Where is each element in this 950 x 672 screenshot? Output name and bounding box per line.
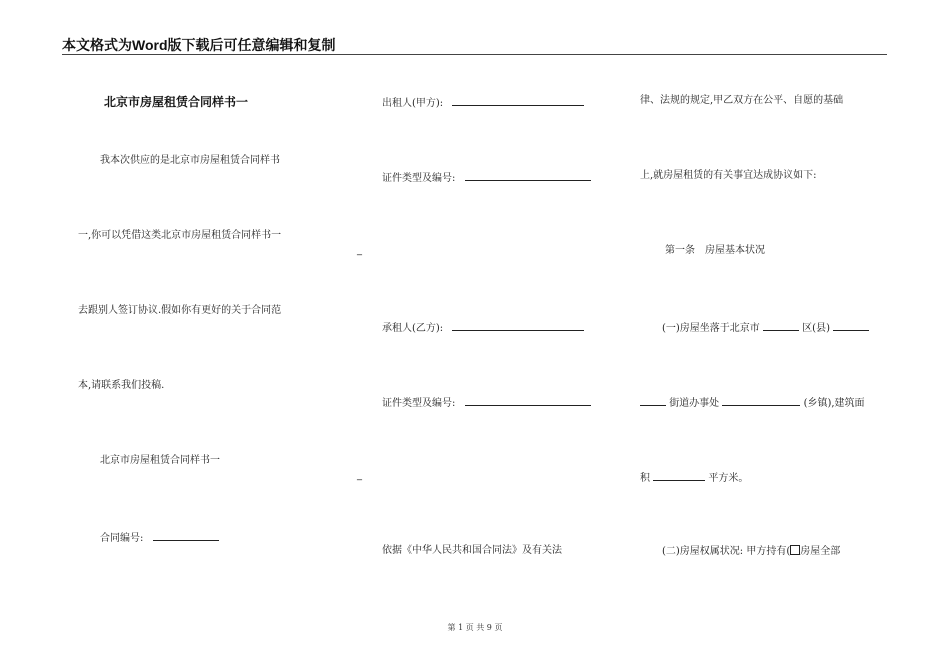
item-1-text-f: 平方米。 xyxy=(708,473,749,484)
item-1-text-a: (一)房屋坐落于北京市 xyxy=(662,323,760,334)
intro-line-2: 一,你可以凭借这类北京市房屋租赁合同样书一 xyxy=(78,230,282,241)
item-1-text-d: (乡镇),建筑面 xyxy=(803,398,865,409)
page-footer: 第 1 页 共 9 页 xyxy=(447,623,503,632)
item-1-blank-b xyxy=(833,320,869,331)
col3-line-1: 律、法规的规定,甲乙双方在公平、自愿的基础 xyxy=(640,95,844,106)
lessee-label: 承租人(乙方): xyxy=(382,323,444,334)
intro-line-4: 本,请联系我们投稿. xyxy=(78,380,165,391)
header-text: 本文格式为Word版下载后可任意编辑和复制 xyxy=(62,37,336,53)
lessee-id-label: 证件类型及编号: xyxy=(382,398,456,409)
lessor-id-label: 证件类型及编号: xyxy=(382,173,456,184)
item-1-blank-e xyxy=(653,470,705,481)
item-1-blank-d xyxy=(722,395,800,406)
contract-number-blank xyxy=(153,530,219,541)
separator-dash-2: _ xyxy=(357,470,362,481)
item-1-text-b: 区(县) xyxy=(802,323,830,334)
lessor-id-row xyxy=(382,170,591,185)
item-1-row-1 xyxy=(662,320,869,335)
subtitle: 北京市房屋租赁合同样书一 xyxy=(100,455,220,466)
item-1-text-e: 积 xyxy=(640,473,650,484)
separator-dash-1: _ xyxy=(357,245,362,256)
lessee-id-blank xyxy=(465,395,591,406)
lessee-id-row xyxy=(382,395,591,410)
lessor-label: 出租人(甲方): xyxy=(382,98,444,109)
item-1-blank-c xyxy=(640,395,666,406)
item-1-text-c: 街道办事处 xyxy=(669,398,720,409)
contract-number-label: 合同编号: xyxy=(100,533,144,544)
intro-line-3: 去跟别人签订协议.假如你有更好的关于合同范 xyxy=(78,305,282,316)
basis-line: 依据《中华人民共和国合同法》及有关法 xyxy=(382,545,562,556)
item-2-row xyxy=(662,545,840,558)
lessee-blank xyxy=(452,320,584,331)
item-2-text: (二)房屋权属状况: 甲方持有( xyxy=(662,546,791,557)
intro-line-1: 我本次供应的是北京市房屋租赁合同样书 xyxy=(100,155,280,166)
contract-number-row xyxy=(100,530,219,545)
lessor-id-blank xyxy=(465,170,591,181)
document-header xyxy=(62,34,887,55)
item-1-blank-a xyxy=(763,320,799,331)
col3-line-2: 上,就房屋租赁的有关事宜达成协议如下: xyxy=(640,170,817,181)
checkbox-icon xyxy=(790,545,800,555)
item-1-row-2 xyxy=(640,395,865,410)
lessee-row xyxy=(382,320,584,335)
item-1-row-3 xyxy=(640,470,748,485)
document-title: 北京市房屋租赁合同样书一 xyxy=(104,95,249,109)
article-1-heading: 第一条 房屋基本状况 xyxy=(665,245,765,256)
lessor-row xyxy=(382,95,584,110)
item-2-tail: 房屋全部 xyxy=(800,546,841,557)
lessor-blank xyxy=(452,95,584,106)
